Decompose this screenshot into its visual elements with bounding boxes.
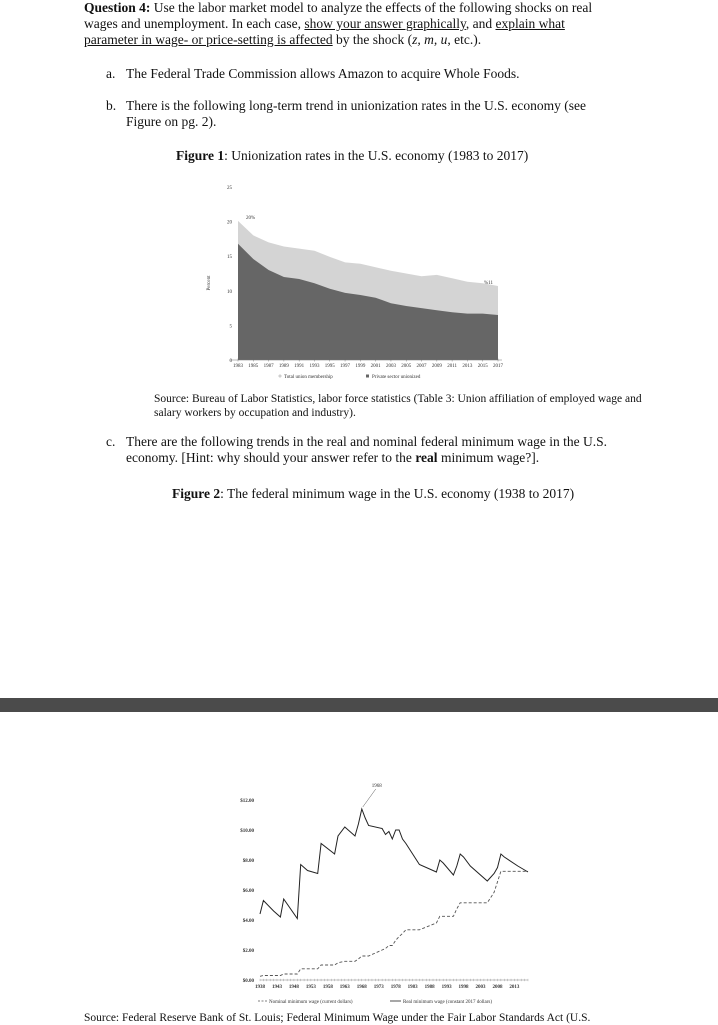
y-tick-label: $12.00: [240, 799, 254, 804]
x-tick-label: 1963: [339, 985, 350, 990]
legend-swatch-total: [279, 375, 282, 378]
item-b-line-2: Figure on pg. 2).: [126, 114, 217, 129]
unionization-chart: [196, 175, 526, 385]
y-tick-label: $2.00: [242, 949, 254, 954]
x-tick-label: 1985: [248, 364, 259, 369]
y-tick-label: 5: [229, 324, 232, 330]
item-c: [106, 434, 686, 466]
x-tick-label: 1983: [407, 985, 418, 990]
x-tick-label: 2013: [462, 364, 473, 369]
y-tick-label: $0.00: [242, 979, 254, 984]
y-tick-label: $4.00: [242, 919, 254, 924]
y-tick-label: $6.00: [242, 889, 254, 894]
x-tick-label: 1983: [233, 364, 243, 369]
x-tick-label: 1988: [424, 985, 435, 990]
real-wage-line: [260, 809, 528, 919]
x-tick-label: 1999: [355, 364, 366, 369]
figure1-title: [176, 148, 528, 164]
x-tick-label: 1978: [390, 985, 401, 990]
x-tick-label: 1938: [255, 985, 265, 990]
x-tick-label: 2008: [492, 985, 503, 990]
question-line-2: [84, 16, 644, 32]
item-a-text: The Federal Trade Commission allows Amazon to acquire Whole Foods.: [126, 66, 520, 81]
page-break-divider: [0, 698, 718, 712]
item-c-text-2c: minimum wage?].: [437, 450, 540, 465]
item-c-marker: c.: [106, 434, 116, 449]
chart1-legend: [279, 375, 421, 381]
figure2-label: Figure 2: [172, 486, 221, 501]
annotation-11-percent: %11: [484, 280, 493, 286]
minimum-wage-chart: [220, 770, 550, 1010]
y-tick-label: 20: [227, 220, 232, 226]
figure1-source-line-1: Source: Bureau of Labor Statistics, labor force statistics (Table 3: Union affiliation of employed wage and: [154, 393, 642, 405]
question-text-2a: wages and unemployment. In each case,: [84, 16, 305, 31]
item-b-line-1: There is the following long-term trend in unionization rates in the U.S. economy (see: [126, 98, 587, 113]
item-a: [106, 66, 686, 82]
question-emphasis-explain: explain what: [495, 16, 565, 31]
x-tick-label: 1998: [458, 985, 469, 990]
annotation-1968-pointer: [363, 789, 376, 807]
y-axis-label: Percent: [207, 275, 212, 291]
item-a-marker: a.: [106, 66, 116, 81]
x-tick-label: 1991: [294, 364, 305, 369]
figure1-source: [154, 392, 654, 420]
item-c-emphasis-real: real: [415, 450, 438, 465]
legend-total: Total union membership: [284, 375, 333, 380]
x-tick-labels: [255, 985, 520, 990]
legend-swatch-private: [366, 375, 369, 378]
question-line-1: [84, 0, 644, 16]
figure2-title: [172, 486, 574, 502]
x-tick-label: 1973: [373, 985, 384, 990]
question-text-3d: , etc.).: [447, 32, 482, 47]
x-tick-label: 2011: [447, 364, 458, 369]
question-block: [84, 0, 644, 48]
annotation-20-percent: 20%: [246, 215, 256, 221]
figure1-caption: : Unionization rates in the U.S. economy (1983 to 2017): [224, 148, 529, 163]
y-tick-label: 25: [227, 186, 232, 191]
x-tick-label: 2007: [416, 364, 427, 369]
y-tick-label: $8.00: [242, 859, 254, 864]
y-tick-label: $10.00: [240, 829, 254, 834]
x-tick-label: 2001: [370, 364, 381, 369]
x-tick-label: 1987: [263, 364, 274, 369]
question-text-1: Use the labor market model to analyze the effects of the following shocks on real: [153, 0, 593, 15]
question-text-2c: , and: [465, 16, 496, 31]
x-tick-label: 1989: [278, 364, 289, 369]
x-tick-label: 2013: [509, 985, 520, 990]
item-c-line-1: There are the following trends in the real and nominal federal minimum wage in the U.S.: [126, 434, 607, 449]
y-tick-label: 10: [227, 289, 232, 295]
figure1-source-line-2: salary workers by occupation and industry).: [154, 407, 356, 419]
nominal-wage-line: [260, 871, 528, 976]
legend-nominal: Nominal minimum wage (current dollars): [269, 1000, 353, 1005]
y-tick-label: 15: [227, 255, 232, 261]
x-tick-label: 2003: [385, 364, 396, 369]
question-emphasis-graph: show your answer graphically: [304, 16, 466, 31]
question-label: Question 4:: [84, 0, 151, 15]
item-b: [106, 98, 686, 130]
y-tick-label: 0: [229, 359, 232, 364]
item-b-marker: b.: [106, 98, 117, 113]
question-line-3: [84, 32, 644, 48]
figure2-caption: : The federal minimum wage in the U.S. economy (1938 to 2017): [220, 486, 575, 501]
item-c-text-2a: economy. [Hint: why should your answer refer to the: [126, 450, 416, 465]
figure1-label: Figure 1: [176, 148, 225, 163]
x-tick-label: 1958: [322, 985, 333, 990]
x-tick-label: 1943: [271, 985, 282, 990]
annotation-1968: 1968: [371, 784, 382, 789]
legend-real: Real minimum wage (constant 2017 dollars): [403, 1000, 493, 1005]
x-tick-label: 2017: [493, 364, 503, 369]
x-tick-label: 2005: [401, 364, 412, 369]
x-tick-label: 1953: [305, 985, 316, 990]
x-tick-label: 1968: [356, 985, 367, 990]
y-tick-labels: [227, 186, 233, 364]
x-tick-label: 1993: [309, 364, 320, 369]
x-tick-label: 1993: [441, 985, 452, 990]
item-c-line-2: [126, 450, 686, 466]
x-tick-label: 1995: [324, 364, 335, 369]
x-tick-label: 1948: [288, 985, 299, 990]
figure2-source: Source: Federal Reserve Bank of St. Louis; Federal Minimum Wage under the Fair Labor Standards Act (U.S.: [84, 1012, 591, 1024]
legend-private: Private sector unionized: [372, 375, 421, 380]
x-tick-label: 2009: [431, 364, 442, 369]
chart2-legend: [258, 1000, 492, 1005]
question-text-3b: by the shock (: [332, 32, 413, 47]
x-tick-label: 2003: [475, 985, 486, 990]
question-emphasis-parameter: parameter in wage- or price-setting is affected: [84, 32, 333, 47]
x-tick-label: 2015: [477, 364, 488, 369]
y-tick-labels: [240, 799, 254, 984]
question-math: z, m, u: [412, 32, 448, 47]
x-tick-label: 1997: [340, 364, 351, 369]
